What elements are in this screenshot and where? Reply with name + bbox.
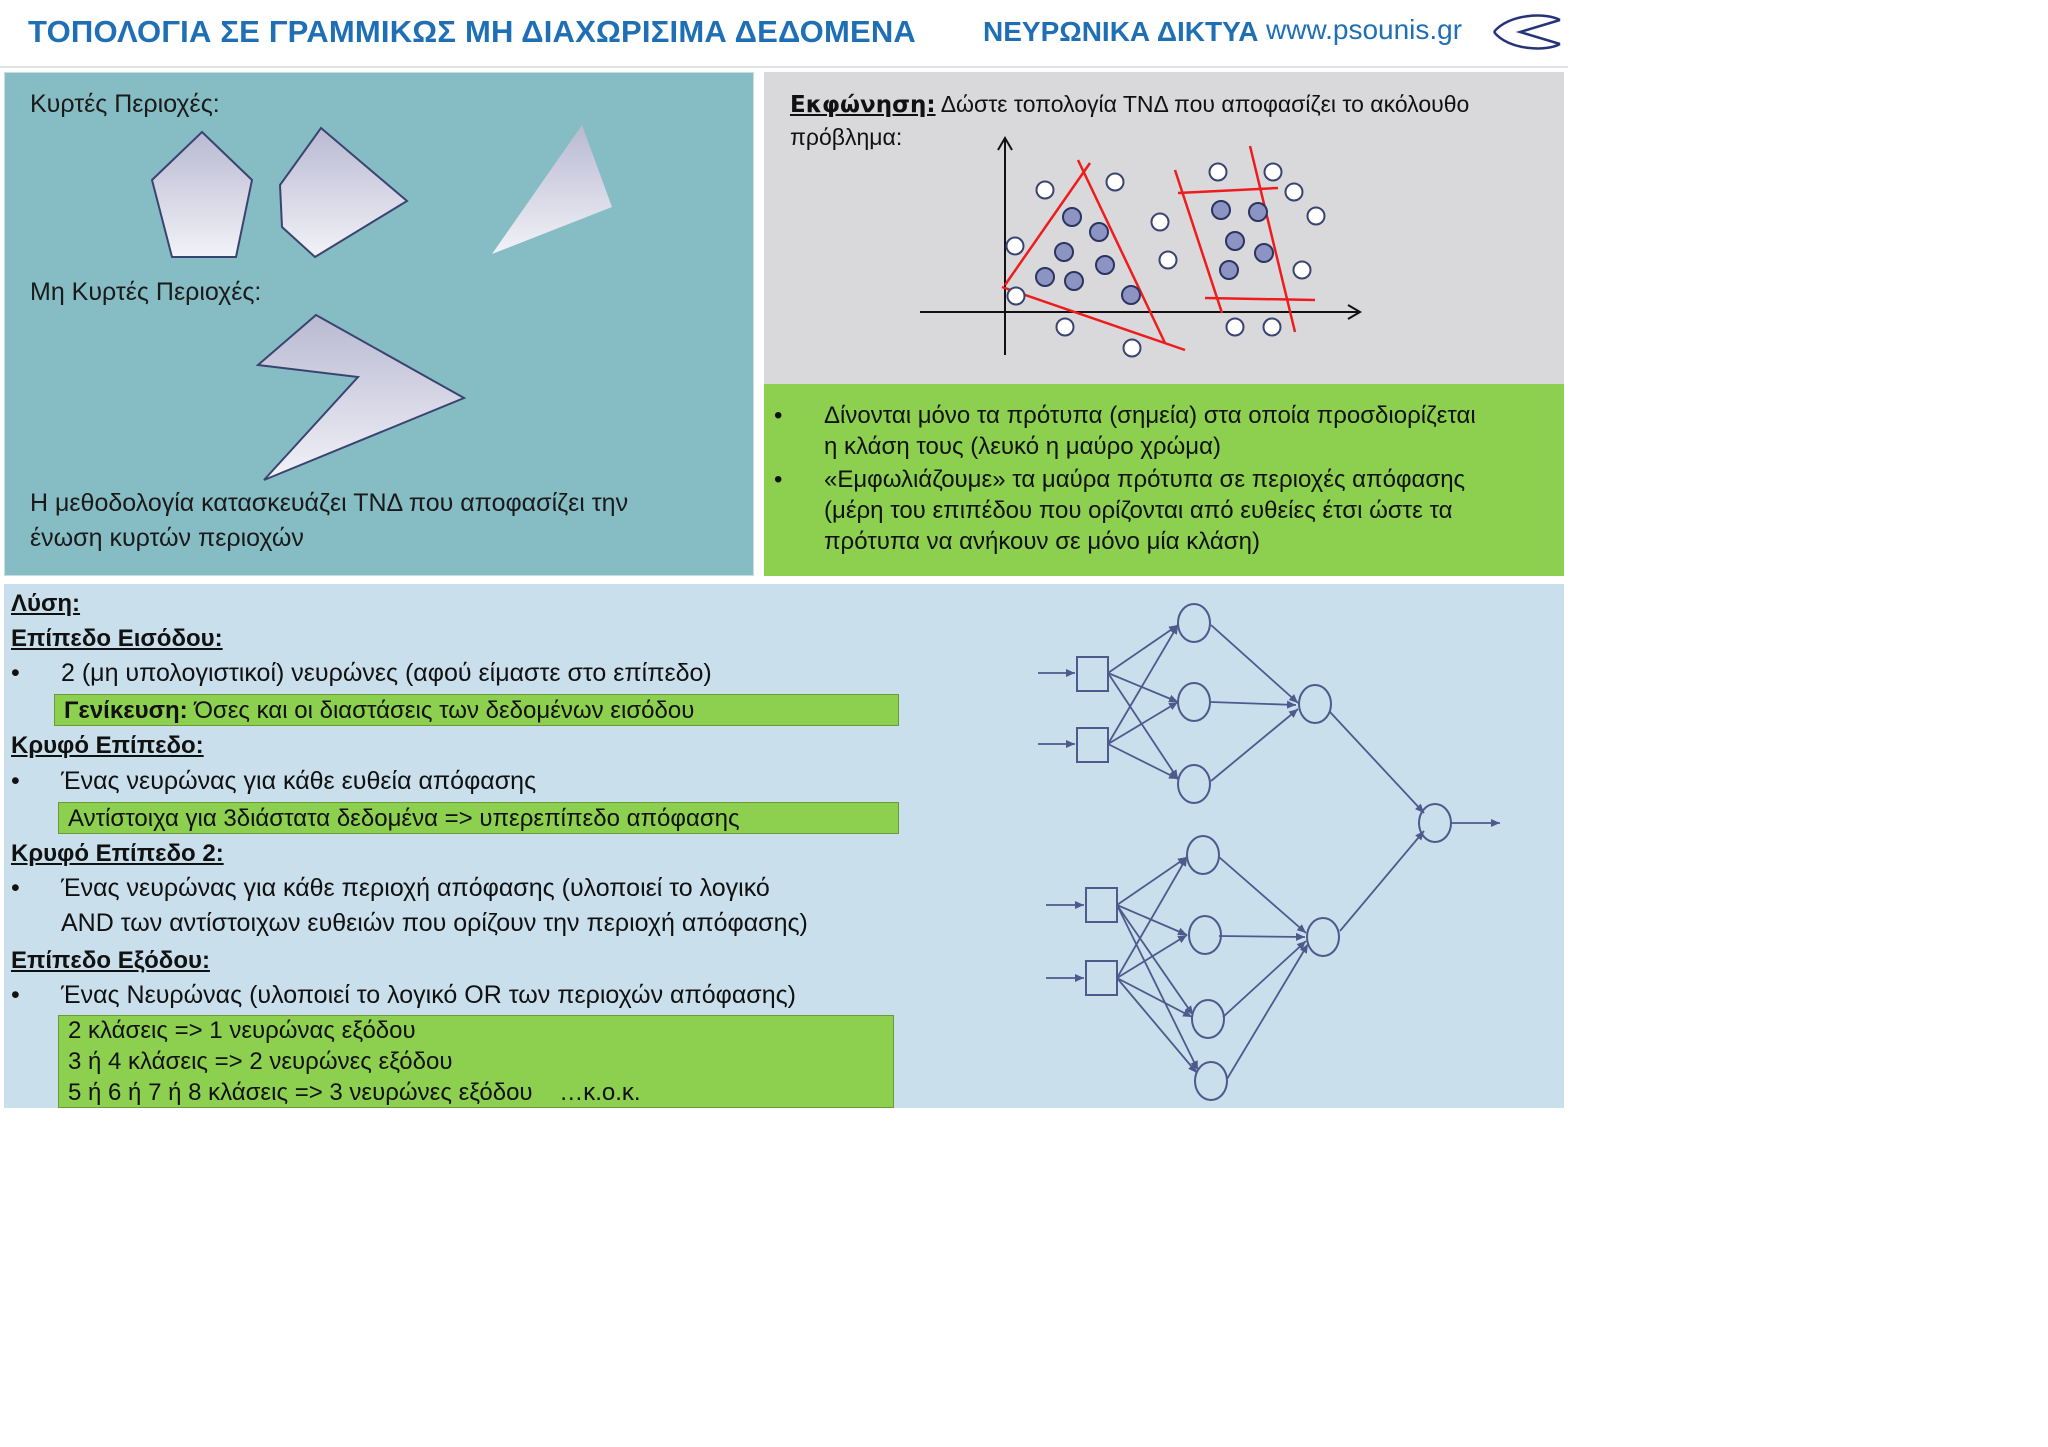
input-layer-heading: Επίπεδο Εισόδου: [11, 625, 223, 652]
output-note-line-3: 5 ή 6 ή 7 ή 8 κλάσεις => 3 νευρώνες εξόδου …κ.ο.κ. [68, 1079, 641, 1106]
course-subtitle: ΝΕΥΡΩΝΙΚΑ ΔΙΚΤΥΑ [983, 16, 1259, 47]
generalization-label: Γενίκευση: [64, 697, 188, 724]
output-neuron [1419, 804, 1451, 842]
given-bullet-2-line-3: πρότυπα να ανήκουν σε μόνο μία κλάση) [824, 528, 1260, 555]
generalization-text: Όσες και οι διαστάσεις των δεδομένων εισόδου [194, 697, 695, 724]
convex-regions-label: Κυρτές Περιοχές: [30, 90, 220, 118]
bullet-symbol: • [11, 874, 20, 902]
network-edges [1038, 625, 1500, 1079]
methodology-line-1: Η μεθοδολογία κατασκευάζει ΤΝΔ που αποφασίζει την [30, 489, 629, 517]
bullet-symbol: • [774, 402, 783, 429]
input-layer-note-text [64, 697, 694, 725]
hidden-layer-note-text: Αντίστοιχα για 3διάστατα δεδομένα => υπερεπίπεδο απόφασης [68, 805, 740, 832]
decision-regions-plot [910, 130, 1370, 365]
solution-heading: Λύση: [11, 590, 81, 617]
given-bullet-2-line-1: «Εμφωλιάζουμε» τα μαύρα πρότυπα σε περιοχές απόφασης [824, 466, 1466, 493]
input-layer-bullet: 2 (μη υπολογιστικοί) νευρώνες (αφού είμαστε στο επίπεδο) [61, 659, 712, 687]
output-layer-heading: Επίπεδο Εξόδου: [11, 947, 210, 974]
bullet-symbol: • [11, 659, 20, 687]
methodology-line-2: ένωση κυρτών περιοχών [30, 524, 304, 552]
hidden-layer-2-neurons [1299, 685, 1339, 956]
output-note-line-1: 2 κλάσεις => 1 νευρώνας εξόδου [68, 1017, 416, 1044]
given-bullet-1-line-1: Δίνονται μόνο τα πρότυπα (σημεία) στα οποία προσδιορίζεται [824, 402, 1476, 429]
nonconvex-arrow-shape [258, 315, 464, 480]
convex-quadrilateral [280, 128, 407, 257]
hidden-layer-2-heading: Κρυφό Επίπεδο 2: [11, 840, 224, 867]
convex-triangle [492, 125, 612, 254]
header-divider [0, 66, 1568, 68]
page-title: ΤΟΠΟΛΟΓΙΑ ΣΕ ΓΡΑΜΜΙΚΩΣ ΜΗ ΔΙΑΧΩΡΙΣΙΜΑ ΔΕΔΟΜΕΝΑ [28, 14, 917, 49]
given-bullet-2-line-2: (μέρη του επιπέδου που ορίζονται από ευθείες έτσι ώστε τα [824, 497, 1453, 524]
output-note-line-2: 3 ή 4 κλάσεις => 2 νευρώνες εξόδου [68, 1048, 453, 1075]
site-url-link[interactable]: www.psounis.gr [1266, 14, 1463, 45]
given-bullet-1-line-2: η κλάση τους (λευκό η μαύρο χρώμα) [824, 433, 1221, 460]
hidden-neurons [1178, 604, 1227, 1100]
nonconvex-regions-label: Μη Κυρτές Περιοχές: [30, 278, 262, 306]
problem-text: Δώστε τοπολογία ΤΝΔ που αποφασίζει το ακόλουθο πρόβλημα: [790, 91, 1470, 150]
hidden-layer-heading: Κρυφό Επίπεδο: [11, 732, 204, 759]
hidden-layer-2-bullet-line-2: AND των αντίστοιχων ευθειών που ορίζουν την περιοχή απόφασης) [61, 909, 808, 937]
convex-pentagon [152, 132, 252, 257]
input-neurons [1077, 657, 1117, 995]
bullet-symbol: • [11, 981, 20, 1009]
eye-logo-icon [1490, 10, 1564, 54]
problem-label: Εκφώνηση: [790, 92, 936, 118]
network-topology-diagram [1030, 595, 1510, 1105]
bullet-symbol: • [11, 767, 20, 795]
output-layer-bullet: Ένας Νευρώνας (υλοποιεί το λογικό OR των περιοχών απόφασης) [61, 981, 796, 1009]
bullet-symbol: • [774, 466, 783, 493]
hidden-layer-bullet: Ένας νευρώνας για κάθε ευθεία απόφασης [61, 767, 537, 795]
hidden-layer-2-bullet-line-1: Ένας νευρώνας για κάθε περιοχή απόφασης (υλοποιεί το λογικό [61, 874, 770, 902]
